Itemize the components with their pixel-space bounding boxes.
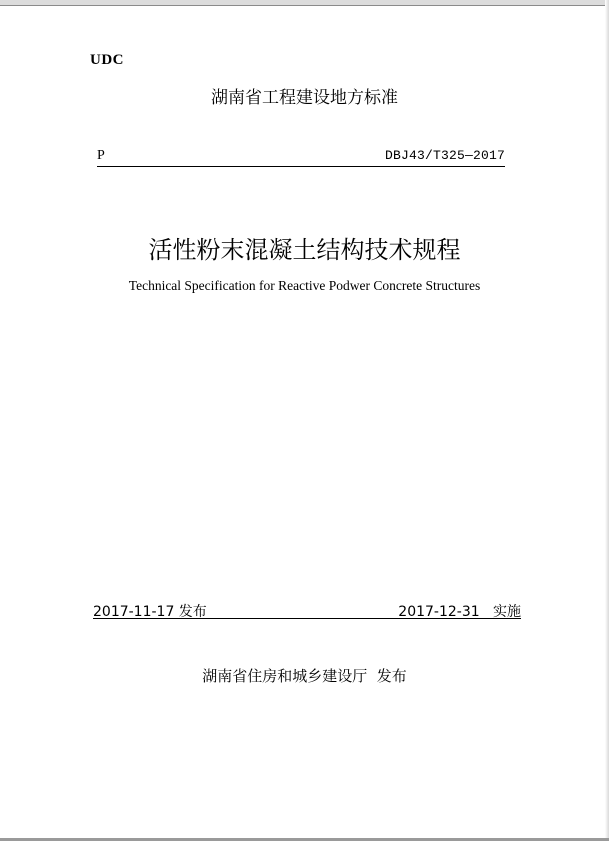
date-row xyxy=(93,601,521,619)
classification-code-row xyxy=(97,148,505,167)
udc-label: UDC xyxy=(90,52,124,68)
standard-code: DBJ43/T325—2017 xyxy=(384,148,505,163)
document-title-chinese: 活性粉末混凝土结构技术规程 xyxy=(148,236,461,264)
page-top-border xyxy=(0,0,609,6)
implementation-date: 2017-12-31 实施 xyxy=(398,604,521,620)
publisher: 湖南省住房和城乡建设厅 发布 xyxy=(202,667,407,685)
issue-date: 2017-11-17 发布 xyxy=(93,604,207,620)
standard-type-heading: 湖南省工程建设地方标准 xyxy=(211,88,398,108)
classification-letter: P xyxy=(97,148,105,163)
page-right-shadow xyxy=(605,0,609,841)
document-title-english: Technical Specification for Reactive Podwer Concrete Structures xyxy=(128,278,481,293)
